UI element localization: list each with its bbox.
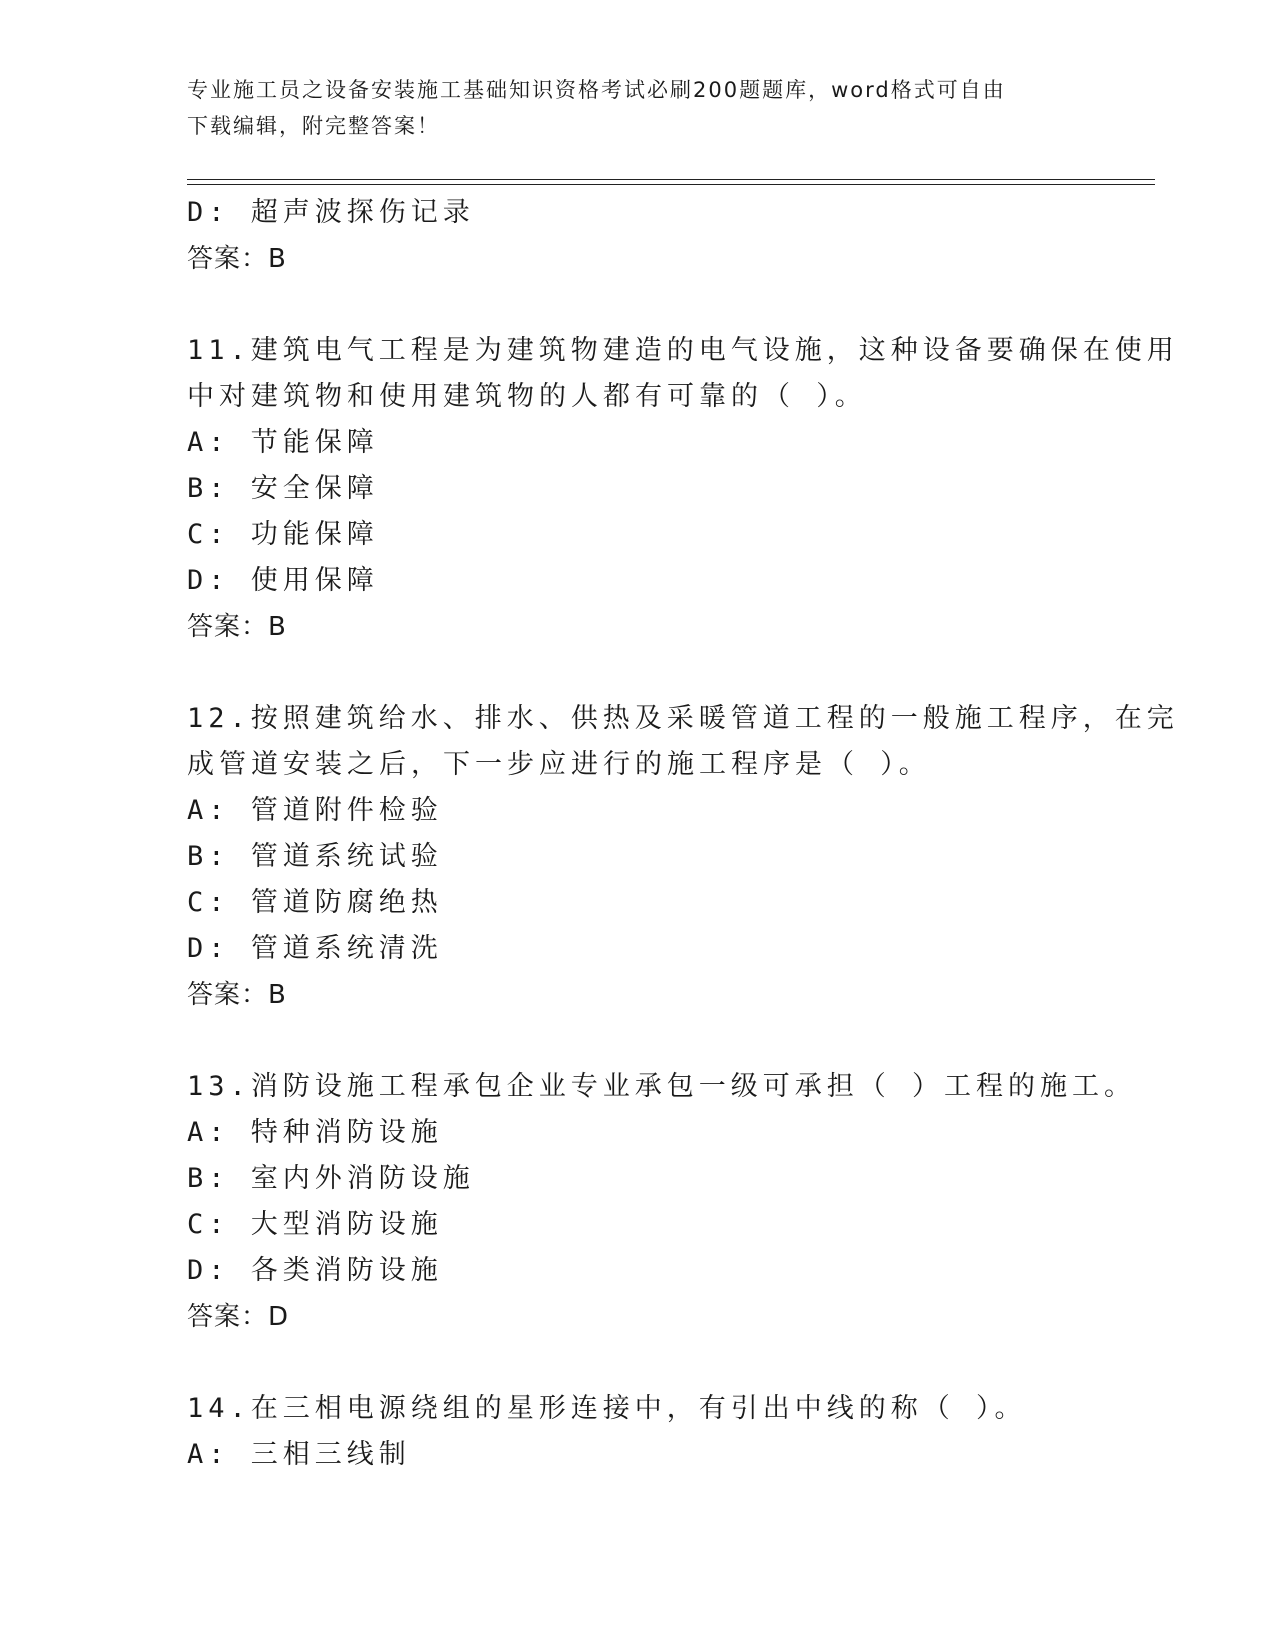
option-c: C: 管道防腐绝热: [187, 887, 443, 918]
option-a: A: 管道附件检验: [187, 795, 443, 826]
header-line-1: 专业施工员之设备安装施工基础知识资格考试必刷200题题库，word格式可自由: [187, 78, 1006, 102]
question-11: [187, 328, 1179, 650]
spacer: [187, 650, 1087, 696]
document-header: [187, 72, 1087, 144]
question-text: 11.建筑电气工程是为建筑物建造的电气设施，这种设备要确保在使用: [187, 335, 1179, 366]
header-line-2: 下载编辑，附完整答案！: [187, 114, 440, 138]
option-d: D: 各类消防设施: [187, 1255, 443, 1286]
question-13: [187, 1064, 1137, 1340]
option-d: D: 管道系统清洗: [187, 933, 443, 964]
answer: 答案：D: [187, 1302, 290, 1332]
option-b: B: 室内外消防设施: [187, 1163, 475, 1194]
question-text: 13.消防设施工程承包企业专业承包一级可承担（ ）工程的施工。: [187, 1071, 1137, 1102]
question-14: [187, 1386, 1087, 1478]
option-d: D: 超声波探伤记录: [187, 197, 475, 228]
option-a: A: 节能保障: [187, 427, 379, 458]
question-text: 14.在三相电源绕组的星形连接中，有引出中线的称（ ）。: [187, 1393, 1027, 1424]
answer: 答案：B: [187, 980, 287, 1010]
option-c: C: 大型消防设施: [187, 1209, 443, 1240]
question-text: 12.按照建筑给水、排水、供热及采暖管道工程的一般施工程序，在完: [187, 703, 1179, 734]
question-12: [187, 696, 1179, 1018]
option-d: D: 使用保障: [187, 565, 379, 596]
question-text-cont: 中对建筑物和使用建筑物的人都有可靠的（ ）。: [187, 381, 867, 412]
option-b: B: 安全保障: [187, 473, 379, 504]
header-rule-bottom: [187, 184, 1155, 185]
spacer: [187, 282, 1087, 328]
answer: 答案：B: [187, 612, 287, 642]
header-rule-top: [187, 179, 1155, 180]
question-text-cont: 成管道安装之后，下一步应进行的施工程序是（ ）。: [187, 749, 931, 780]
spacer: [187, 1018, 1087, 1064]
option-a: A: 特种消防设施: [187, 1117, 443, 1148]
spacer: [187, 1340, 1087, 1386]
answer: 答案：B: [187, 244, 287, 274]
option-b: B: 管道系统试验: [187, 841, 443, 872]
option-c: C: 功能保障: [187, 519, 379, 550]
question-list: [187, 190, 1179, 1478]
option-a: A: 三相三线制: [187, 1439, 411, 1470]
